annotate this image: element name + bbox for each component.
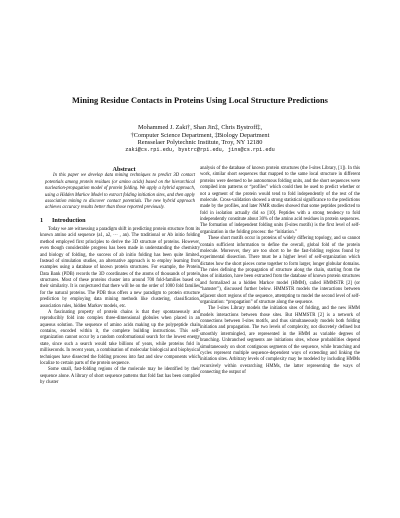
left-column — [40, 167, 200, 386]
intro-paragraph-1: Today we are witnessing a paradigm shift in predicting protein structure from its known amino acid sequence (a1, a2, ··· , an). The traditional or Ab initio folding method employed first principles to derive the 3D structure of proteins. However, even though considerable progress has been made in understanding the chemistry and biology of folding, the success of ab initio folding has been quite limited. Instead of simulation studies, an alternative approach is to employ learning from examples using a database of known protein structures. For example, the Protein Data Bank (PDB) records the 3D coordinates of the atoms of thousands of protein structures. Most of these proteins cluster into around 700 fold-families based on their similarity. It is conjectured that there will be on the order of 1000 fold families for the natural proteins. The PDB thus offers a new paradigm to protein structure prediction by employing data mining methods like clustering, classification, association rules, hidden Markov models, etc. — [40, 227, 200, 309]
section-number: 1 — [40, 216, 44, 224]
right-paragraph-1: analysis of the database of known protein structures (the I-sites Library, [1]). In this work, similar short sequences that mapped to the same local structure in different proteins were deemed to be autonomous folding units, and the short sequences were compiled into patterns or “profiles” which could then be used to predict whether or not a segment of the protein would tend to fold independently of the rest of the molecule. Cross-validation showed a strong statistical significance to the predictions made by the profiles, and later NMR studies showed that some peptides predicted to fold in isolation actually did so [10]. Peptides with a strong tendency to fold independently constitute about 30% of the amino acid residues in protein sequences. The formation of independent folding units (I-sites motifs) is the first level of self-organization in the folding process: the “initiation.” — [200, 166, 360, 235]
intro-paragraph-2: A fascinating property of protein chains is that they spontaneously and reproducibly fold into complex three-dimensional globules when placed in an aqueous solution. The sequence of amino acids making up the polypeptide chain contains, encoded within it, the complete building instructions. This self-organization cannot occur by a random conformational search for the lowest energy state, since such a search would take billions of years, while proteins fold in milliseconds. In recent years, a combination of molecular biological and biophysical techniques have dissected the folding process into fast and slow components which localize to certain parts of the protein sequence. — [40, 309, 200, 366]
right-paragraph-3: The I-sites Library models the initiation sites of folding, and the new HMM models interactions between those sites. But HMMSTR [2] is a network of connections between I-sites motifs, and thus simultaneously models both folding initiation and propagation. The two levels of complexity, not discretely defined but smoothly intermingled, are represented in the HMM as variable degrees of branching. Unbranched segments are initiations sites, whose probabilities depend simultaneously on short contiguous segments of the sequence, while branching and cycles represent multiple sequence-dependent ways of extending and linking the initiation sites. Arbitrary levels of complexity may be modeled by including HMMs recursively within overarching HMMs, the latter representing the ways of connecting the output of — [200, 306, 360, 375]
abstract-heading: Abstract — [112, 166, 136, 173]
right-column — [200, 166, 360, 376]
affiliation-institution: Rensselaer Polytechnic Institute, Troy, NY 12180 — [137, 139, 263, 147]
right-paragraph-2: These short motifs occur in proteins of widely differing topology, and so cannot contain sufficient information to define the overall, global fold of the protein molecule. Moreover, they are too short to be the fast-folding regions found by experimental dissection. There must be a higher level of self-organization which dictates how the short pieces come together to form larger, longer globular domains. The rules defining the propagation of structure along the chain, starting from the sites of initiation, have been extracted from the database of known protein structures and formalized as a hidden Markov model (HMM), called HMMSTR [2] (or “hamster”), discussed further below. HMMSTR models the interactions between adjacent short regions of the sequence, attempting to model the second level of self-organization: “propagation” of structure along the sequence. — [200, 236, 360, 305]
paper-title: Mining Residue Contacts in Proteins Using Local Structure Predictions — [72, 96, 328, 105]
author-names: Mohammed J. Zaki†, Shan Jin‡, Chris Bystroff‡, — [137, 124, 263, 131]
author-block — [0, 124, 400, 155]
intro-paragraph-3: Some small, fast-folding regions of the molecule may be identified by their sequence alone. A library of short sequence patterns that fold fast has been compiled by cluster — [40, 367, 200, 385]
abstract-text: In this paper we develop data mining techniques to predict 3D contact potentials among protein residues (or amino acids) based on the hierarchical nucleation-propagation model of protein folding. We apply a hybrid approach, using a Hidden Markov Model to extract folding initiation sites, and then apply association mining to discover contact potentials. The new hybrid approach achieves accuracy results better than those reported previously. — [45, 173, 195, 211]
section-title: Introduction — [52, 216, 86, 224]
affiliation-departments: †Computer Science Department, ‡Biology Department — [130, 131, 270, 139]
section-heading-introduction — [40, 218, 200, 224]
author-emails: zaki@cs.rpi.edu, bystrc@rpi.edu, jins@cs.rpi.edu — [125, 147, 275, 154]
